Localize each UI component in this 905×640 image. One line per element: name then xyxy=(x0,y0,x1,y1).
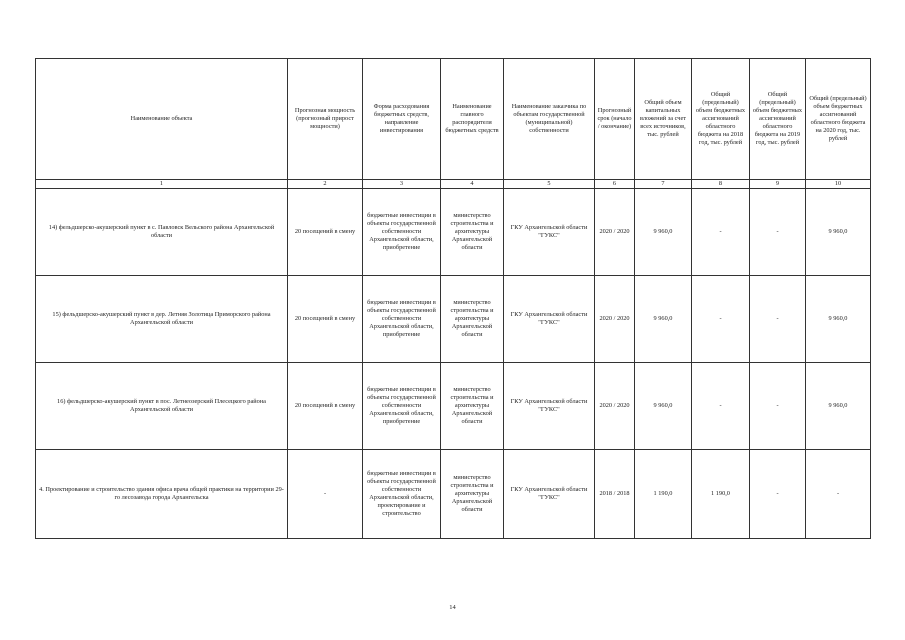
object-name: 16) фельдшерско-акушерский пункт в пос. Летнеозерский Плесецкого района Архангельской области xyxy=(36,363,288,450)
year-2018-cell: - xyxy=(692,189,750,276)
year-2020-cell: 9 960,0 xyxy=(806,276,871,363)
year-2018-cell: 1 190,0 xyxy=(692,450,750,539)
header-cell: Наименование заказчика по объектам государственной (муниципальной) собственности xyxy=(504,59,595,180)
year-2020-cell: 9 960,0 xyxy=(806,363,871,450)
manager-cell: министерство строительства и архитектуры Архангельской области xyxy=(441,450,504,539)
table-row xyxy=(36,276,871,363)
manager-cell: министерство строительства и архитектуры Архангельской области xyxy=(441,363,504,450)
table-row xyxy=(36,450,871,539)
term-cell: 2020 / 2020 xyxy=(595,363,635,450)
header-cell: Наименование объекта xyxy=(36,59,288,180)
column-number: 5 xyxy=(504,180,595,189)
column-number: 1 xyxy=(36,180,288,189)
column-number: 2 xyxy=(288,180,363,189)
column-number: 3 xyxy=(363,180,441,189)
term-cell: 2020 / 2020 xyxy=(595,189,635,276)
term-cell: 2018 / 2018 xyxy=(595,450,635,539)
page-number: 14 xyxy=(449,604,456,611)
total-cell: 9 960,0 xyxy=(635,363,692,450)
form-cell: бюджетные инвестиции в объекты государственной собственности Архангельской области, приобретение xyxy=(363,276,441,363)
header-cell: Прогнозная мощность (прогнозный прирост мощности) xyxy=(288,59,363,180)
capacity-cell: 20 посещений в смену xyxy=(288,276,363,363)
form-cell: бюджетные инвестиции в объекты государственной собственности Архангельской области, проектирование и строительство xyxy=(363,450,441,539)
year-2020-cell: - xyxy=(806,450,871,539)
column-number-row xyxy=(36,180,871,189)
header-cell: Прогнозный срок (начало / окончание) xyxy=(595,59,635,180)
year-2019-cell: - xyxy=(750,450,806,539)
capacity-cell: - xyxy=(288,450,363,539)
column-number: 10 xyxy=(806,180,871,189)
investment-table xyxy=(35,58,871,539)
column-number: 7 xyxy=(635,180,692,189)
manager-cell: министерство строительства и архитектуры Архангельской области xyxy=(441,189,504,276)
header-cell: Общий (предельный) объем бюджетных ассигнований областного бюджета на 2019 год, тыс. рублей xyxy=(750,59,806,180)
table-row xyxy=(36,189,871,276)
total-cell: 9 960,0 xyxy=(635,276,692,363)
capacity-cell: 20 посещений в смену xyxy=(288,189,363,276)
header-cell: Форма расходования бюджетных средств, направление инвестирования xyxy=(363,59,441,180)
year-2019-cell: - xyxy=(750,276,806,363)
year-2019-cell: - xyxy=(750,363,806,450)
customer-cell: ГКУ Архангельской области "ГУКС" xyxy=(504,189,595,276)
total-cell: 1 190,0 xyxy=(635,450,692,539)
header-cell: Общий (предельный) объем бюджетных ассигнований областного бюджета на 2020 год, тыс. рублей xyxy=(806,59,871,180)
customer-cell: ГКУ Архангельской области "ГУКС" xyxy=(504,276,595,363)
customer-cell: ГКУ Архангельской области "ГУКС" xyxy=(504,450,595,539)
total-cell: 9 960,0 xyxy=(635,189,692,276)
table-row xyxy=(36,363,871,450)
object-name: 4. Проектирование и строительство здания офиса врача общей практики на территории 29-го лесозавода города Архангельска xyxy=(36,450,288,539)
object-name: 14) фельдшерско-акушерский пункт в с. Павловск Вельского района Архангельской области xyxy=(36,189,288,276)
form-cell: бюджетные инвестиции в объекты государственной собственности Архангельской области, приобретение xyxy=(363,189,441,276)
manager-cell: министерство строительства и архитектуры Архангельской области xyxy=(441,276,504,363)
term-cell: 2020 / 2020 xyxy=(595,276,635,363)
header-cell: Общий (предельный) объем бюджетных ассигнований областного бюджета на 2018 год, тыс. рублей xyxy=(692,59,750,180)
capacity-cell: 20 посещений в смену xyxy=(288,363,363,450)
column-number: 9 xyxy=(750,180,806,189)
header-cell: Общий объем капитальных вложений за счет всех источников, тыс. рублей xyxy=(635,59,692,180)
form-cell: бюджетные инвестиции в объекты государственной собственности Архангельской области, приобретение xyxy=(363,363,441,450)
object-name: 15) фельдшерско-акушерский пункт в дер. Летняя Золотица Приморского района Архангельской области xyxy=(36,276,288,363)
year-2020-cell: 9 960,0 xyxy=(806,189,871,276)
customer-cell: ГКУ Архангельской области "ГУКС" xyxy=(504,363,595,450)
header-cell: Наименование главного распорядителя бюджетных средств xyxy=(441,59,504,180)
column-number: 8 xyxy=(692,180,750,189)
year-2018-cell: - xyxy=(692,363,750,450)
year-2019-cell: - xyxy=(750,189,806,276)
column-number: 6 xyxy=(595,180,635,189)
header-row xyxy=(36,59,871,180)
column-number: 4 xyxy=(441,180,504,189)
year-2018-cell: - xyxy=(692,276,750,363)
